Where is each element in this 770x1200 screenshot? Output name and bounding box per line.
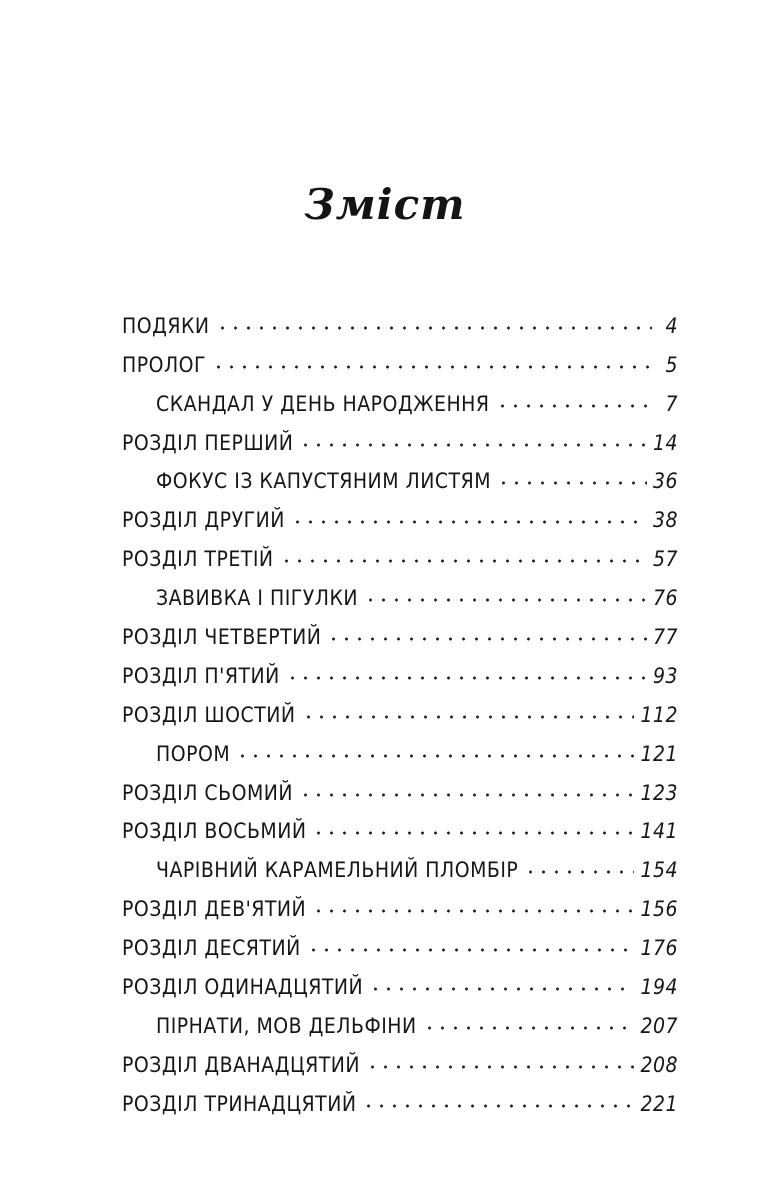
dot-leader bbox=[307, 946, 635, 954]
page-title: Зміст bbox=[304, 180, 466, 229]
dot-leader bbox=[280, 557, 647, 565]
toc-entry-label: ЗАВИВКА І ПІГУЛКИ bbox=[156, 586, 359, 611]
dot-leader bbox=[423, 1024, 635, 1032]
dot-leader bbox=[286, 674, 647, 682]
toc-entry-label: СКАНДАЛ У ДЕНЬ НАРОДЖЕННЯ bbox=[156, 391, 490, 416]
toc-entry-label: РОЗДІЛ ДЕВ'ЯТИЙ bbox=[122, 897, 307, 922]
dot-leader bbox=[369, 985, 634, 993]
toc-entry[interactable] bbox=[122, 883, 678, 922]
toc-entry[interactable] bbox=[122, 456, 678, 495]
toc-entry-page: 123 bbox=[640, 780, 678, 805]
toc-entry[interactable] bbox=[122, 417, 678, 456]
toc-entry-page: 5 bbox=[665, 352, 678, 377]
toc-entry[interactable] bbox=[122, 339, 678, 378]
dot-leader bbox=[366, 1063, 634, 1071]
dot-leader bbox=[212, 363, 652, 371]
dot-leader bbox=[524, 868, 634, 876]
toc-entry-page: 57 bbox=[652, 547, 678, 572]
toc-entry-label: РОЗДІЛ ТРИНАДЦЯТИЙ bbox=[122, 1091, 357, 1116]
toc-entry[interactable] bbox=[122, 533, 678, 572]
toc-entry-label: ПІРНАТИ, МОВ ДЕЛЬФІНИ bbox=[156, 1013, 417, 1038]
dot-leader bbox=[291, 518, 647, 526]
table-of-contents bbox=[122, 300, 678, 1117]
toc-entry-page: 176 bbox=[640, 936, 678, 961]
toc-entry[interactable] bbox=[122, 1039, 678, 1078]
toc-entry[interactable] bbox=[122, 572, 678, 611]
toc-entry-label: ПОДЯКИ bbox=[122, 313, 210, 338]
toc-entry-label: РОЗДІЛ ДВАНАДЦЯТИЙ bbox=[122, 1052, 361, 1077]
toc-entry-label: РОЗДІЛ ДРУГИЙ bbox=[122, 508, 285, 533]
toc-entry[interactable] bbox=[122, 728, 678, 767]
toc-entry-page: 14 bbox=[652, 430, 678, 455]
toc-entry[interactable] bbox=[122, 806, 678, 845]
toc-entry-page: 7 bbox=[665, 391, 678, 416]
toc-entry-page: 221 bbox=[640, 1091, 678, 1116]
toc-entry-label: РОЗДІЛ ОДИНАДЦЯТИЙ bbox=[122, 975, 364, 1000]
toc-entry-label: РОЗДІЛ ЧЕТВЕРТИЙ bbox=[122, 625, 322, 650]
toc-entry-page: 38 bbox=[652, 508, 678, 533]
toc-entry[interactable] bbox=[122, 922, 678, 961]
dot-leader bbox=[312, 829, 634, 837]
dot-leader bbox=[497, 479, 647, 487]
toc-entry[interactable] bbox=[122, 650, 678, 689]
toc-entry-label: РОЗДІЛ ПЕРШИЙ bbox=[122, 430, 294, 455]
dot-leader bbox=[216, 324, 652, 332]
dot-leader bbox=[327, 635, 647, 643]
toc-entry-page: 141 bbox=[640, 819, 678, 844]
dot-leader bbox=[302, 713, 635, 721]
toc-entry-page: 76 bbox=[652, 586, 678, 611]
toc-entry-page: 208 bbox=[640, 1052, 678, 1077]
toc-entry[interactable] bbox=[122, 494, 678, 533]
toc-entry-label: ПОРОМ bbox=[156, 741, 231, 766]
toc-entry-page: 194 bbox=[640, 975, 678, 1000]
toc-entry[interactable] bbox=[122, 844, 678, 883]
toc-entry-label: РОЗДІЛ ШОСТИЙ bbox=[122, 702, 296, 727]
toc-entry-page: 207 bbox=[640, 1013, 678, 1038]
dot-leader bbox=[299, 791, 634, 799]
toc-entry[interactable] bbox=[122, 961, 678, 1000]
toc-entry-label: РОЗДІЛ ВОСЬМИЙ bbox=[122, 819, 307, 844]
toc-entry-page: 156 bbox=[640, 897, 678, 922]
dot-leader bbox=[364, 596, 647, 604]
toc-entry-page: 93 bbox=[652, 663, 678, 688]
toc-entry-page: 154 bbox=[640, 858, 678, 883]
toc-entry[interactable] bbox=[122, 1078, 678, 1117]
toc-entry[interactable] bbox=[122, 378, 678, 417]
toc-entry-label: РОЗДІЛ П'ЯТИЙ bbox=[122, 663, 280, 688]
toc-entry-label: РОЗДІЛ ТРЕТІЙ bbox=[122, 547, 274, 572]
toc-entry[interactable] bbox=[122, 689, 678, 728]
toc-entry[interactable] bbox=[122, 300, 678, 339]
toc-entry[interactable] bbox=[122, 1000, 678, 1039]
toc-entry-label: ПРОЛОГ bbox=[122, 352, 207, 377]
dot-leader bbox=[362, 1102, 634, 1110]
dot-leader bbox=[312, 907, 634, 915]
toc-entry-page: 4 bbox=[665, 313, 678, 338]
toc-entry-label: ЧАРІВНИЙ КАРАМЕЛЬНИЙ ПЛОМБІР bbox=[156, 858, 519, 883]
toc-entry-label: РОЗДІЛ СЬОМИЙ bbox=[122, 780, 294, 805]
toc-entry-page: 121 bbox=[640, 741, 678, 766]
toc-entry-page: 112 bbox=[640, 702, 678, 727]
dot-leader bbox=[236, 752, 634, 760]
toc-entry-page: 77 bbox=[652, 625, 678, 650]
toc-entry-page: 36 bbox=[652, 469, 678, 494]
toc-entry[interactable] bbox=[122, 611, 678, 650]
toc-entry-label: РОЗДІЛ ДЕСЯТИЙ bbox=[122, 936, 301, 961]
dot-leader bbox=[496, 402, 652, 410]
dot-leader bbox=[299, 441, 647, 449]
toc-entry-label: ФОКУС ІЗ КАПУСТЯНИМ ЛИСТЯМ bbox=[156, 469, 491, 494]
toc-entry[interactable] bbox=[122, 767, 678, 806]
